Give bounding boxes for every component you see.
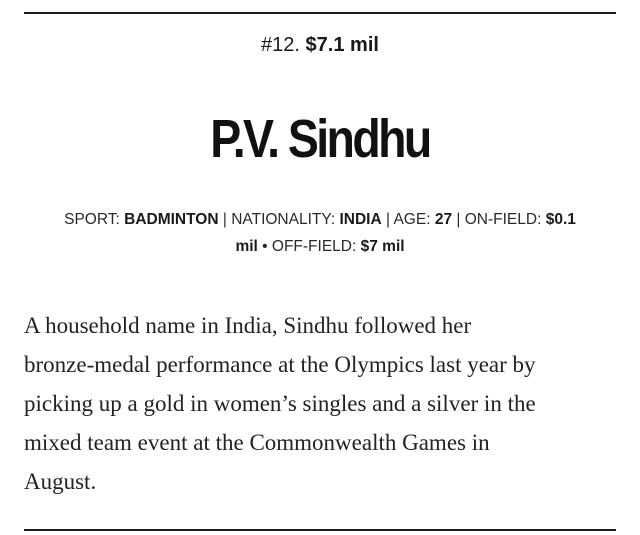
description-line: mixed team event at the Commonwealth Games in bbox=[24, 430, 490, 455]
description-line: bronze-medal performance at the Olympics last year by bbox=[24, 352, 536, 377]
age-value: 27 bbox=[434, 211, 453, 228]
off-field-label: OFF-FIELD: bbox=[271, 238, 357, 255]
nationality-value: INDIA bbox=[339, 211, 382, 228]
stats-separator: | bbox=[222, 211, 227, 228]
athlete-stats bbox=[24, 206, 616, 260]
nationality-label: NATIONALITY: bbox=[231, 211, 336, 228]
description-line: picking up a gold in women’s singles and a silver in the bbox=[24, 391, 536, 416]
age-label: AGE: bbox=[393, 211, 431, 228]
sport-label: SPORT: bbox=[64, 211, 120, 228]
rank-line bbox=[0, 30, 640, 60]
on-field-value: $0.1 bbox=[545, 211, 576, 228]
description-line: August. bbox=[24, 469, 97, 494]
total-earnings: $7.1 mil bbox=[305, 34, 379, 56]
description-line: A household name in India, Sindhu followed her bbox=[24, 313, 472, 338]
on-field-label: ON-FIELD: bbox=[464, 211, 542, 228]
bottom-divider bbox=[24, 529, 616, 531]
rank-number: #12. bbox=[261, 34, 300, 56]
off-field-value: $7 mil bbox=[360, 238, 405, 255]
sport-value: BADMINTON bbox=[124, 211, 219, 228]
stats-separator: | bbox=[456, 211, 461, 228]
athlete-name: P.V. Sindhu bbox=[210, 109, 430, 169]
athlete-description bbox=[24, 306, 624, 501]
stats-separator: | bbox=[385, 211, 391, 228]
top-divider bbox=[24, 12, 616, 14]
bullet-separator: • bbox=[262, 238, 268, 255]
on-field-value-unit: mil bbox=[235, 238, 258, 255]
